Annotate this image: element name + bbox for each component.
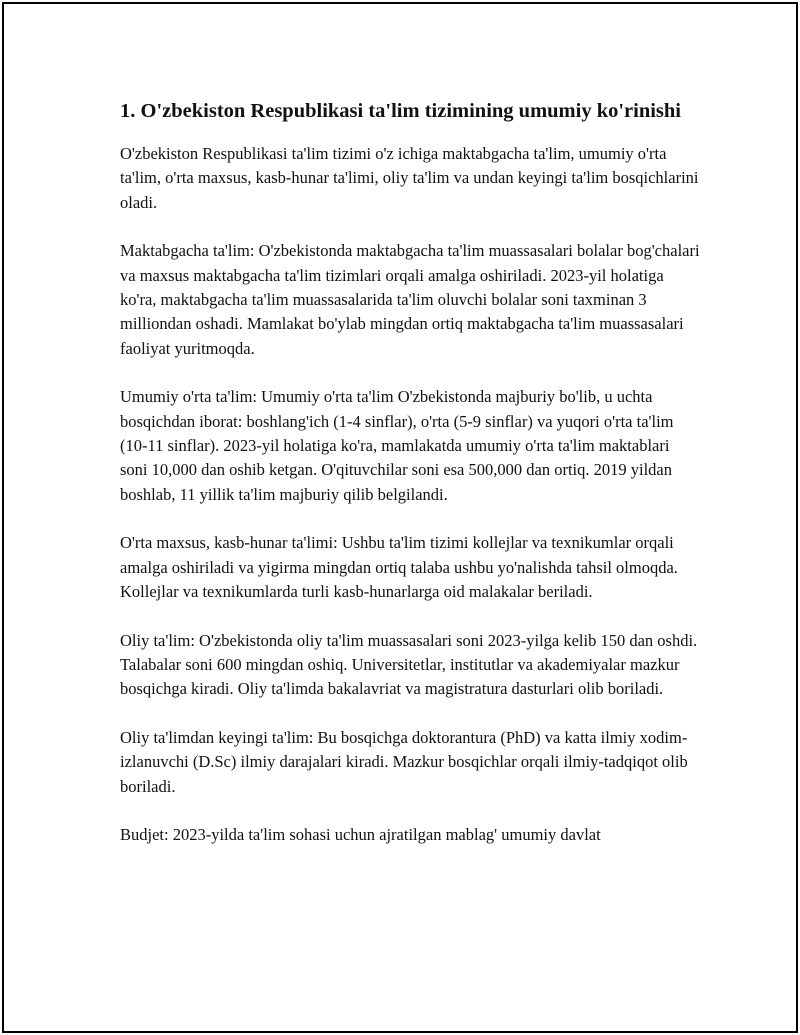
paragraph-higher-education: Oliy ta'lim: O'zbekistonda oliy ta'lim muassasalari soni 2023-yilga kelib 150 dan oshdi. Talabalar soni 600 mingdan oshiq. Universitetlar, institutlar va akademiyalar mazkur bosqichga kiradi. Oliy ta'limda bakalavriat va magistratura dasturlari olib boriladi. bbox=[120, 630, 698, 699]
document-title: 1. O'zbekiston Respublikasi ta'lim tizimining umumiy ko'rinishi bbox=[120, 100, 682, 122]
document-body bbox=[120, 98, 700, 871]
paragraph-budget: Budjet: 2023-yilda ta'lim sohasi uchun ajratilgan mablag' umumiy davlat bbox=[120, 824, 601, 844]
paragraph-preschool: Maktabgacha ta'lim: O'zbekistonda maktabgacha ta'lim muassasalari bolalar bog'chalari va maxsus maktabgacha ta'lim tizimlari orqali amalga oshiriladi. 2023-yil holatiga ko'ra, maktabgacha ta'lim muassasalarida ta'lim oluvchi bolalar soni taxminan 3 milliondan oshadi. Mamlakat bo'ylab mingdan ortiq maktabgacha ta'lim muassasalari faoliyat yuritmoqda. bbox=[120, 241, 700, 358]
paragraph-overview: O'zbekiston Respublikasi ta'lim tizimi o'z ichiga maktabgacha ta'lim, umumiy o'rta ta'lim, o'rta maxsus, kasb-hunar ta'limi, oliy ta'lim va undan keyingi ta'lim bosqichlarini oladi. bbox=[120, 144, 699, 212]
paragraph-vocational: O'rta maxsus, kasb-hunar ta'limi: Ushbu ta'lim tizimi kollejlar va texnikumlar orqali amalga oshiriladi va yigirma mingdan ortiq talaba ushbu yo'nalishda tahsil olmoqda. Kollejlar va texnikumlarda turli kasb-hunarlarga oid malakalar beriladi. bbox=[120, 533, 678, 602]
page-frame bbox=[2, 2, 798, 1033]
paragraph-postgraduate: Oliy ta'limdan keyingi ta'lim: Bu bosqichga doktorantura (PhD) va katta ilmiy xodim-izlanuvchi (D.Sc) ilmiy darajalari kiradi. Mazkur bosqichlar orqali ilmiy-tadqiqot olib boriladi. bbox=[120, 727, 688, 796]
paragraph-general-secondary: Umumiy o'rta ta'lim: Umumiy o'rta ta'lim O'zbekistonda majburiy bo'lib, u uchta bosqichdan iborat: boshlang'ich (1-4 sinflar), o'rta (5-9 sinflar) va yuqori o'rta ta'lim (10-11 sinflar). 2023-yil holatiga ko'ra, mamlakatda umumiy o'rta ta'lim maktablari soni 10,000 dan oshib ketgan. O'qituvchilar soni esa 500,000 dan ortiq. 2019 yildan boshlab, 11 yillik ta'lim majburiy qilib belgilandi. bbox=[120, 387, 674, 504]
